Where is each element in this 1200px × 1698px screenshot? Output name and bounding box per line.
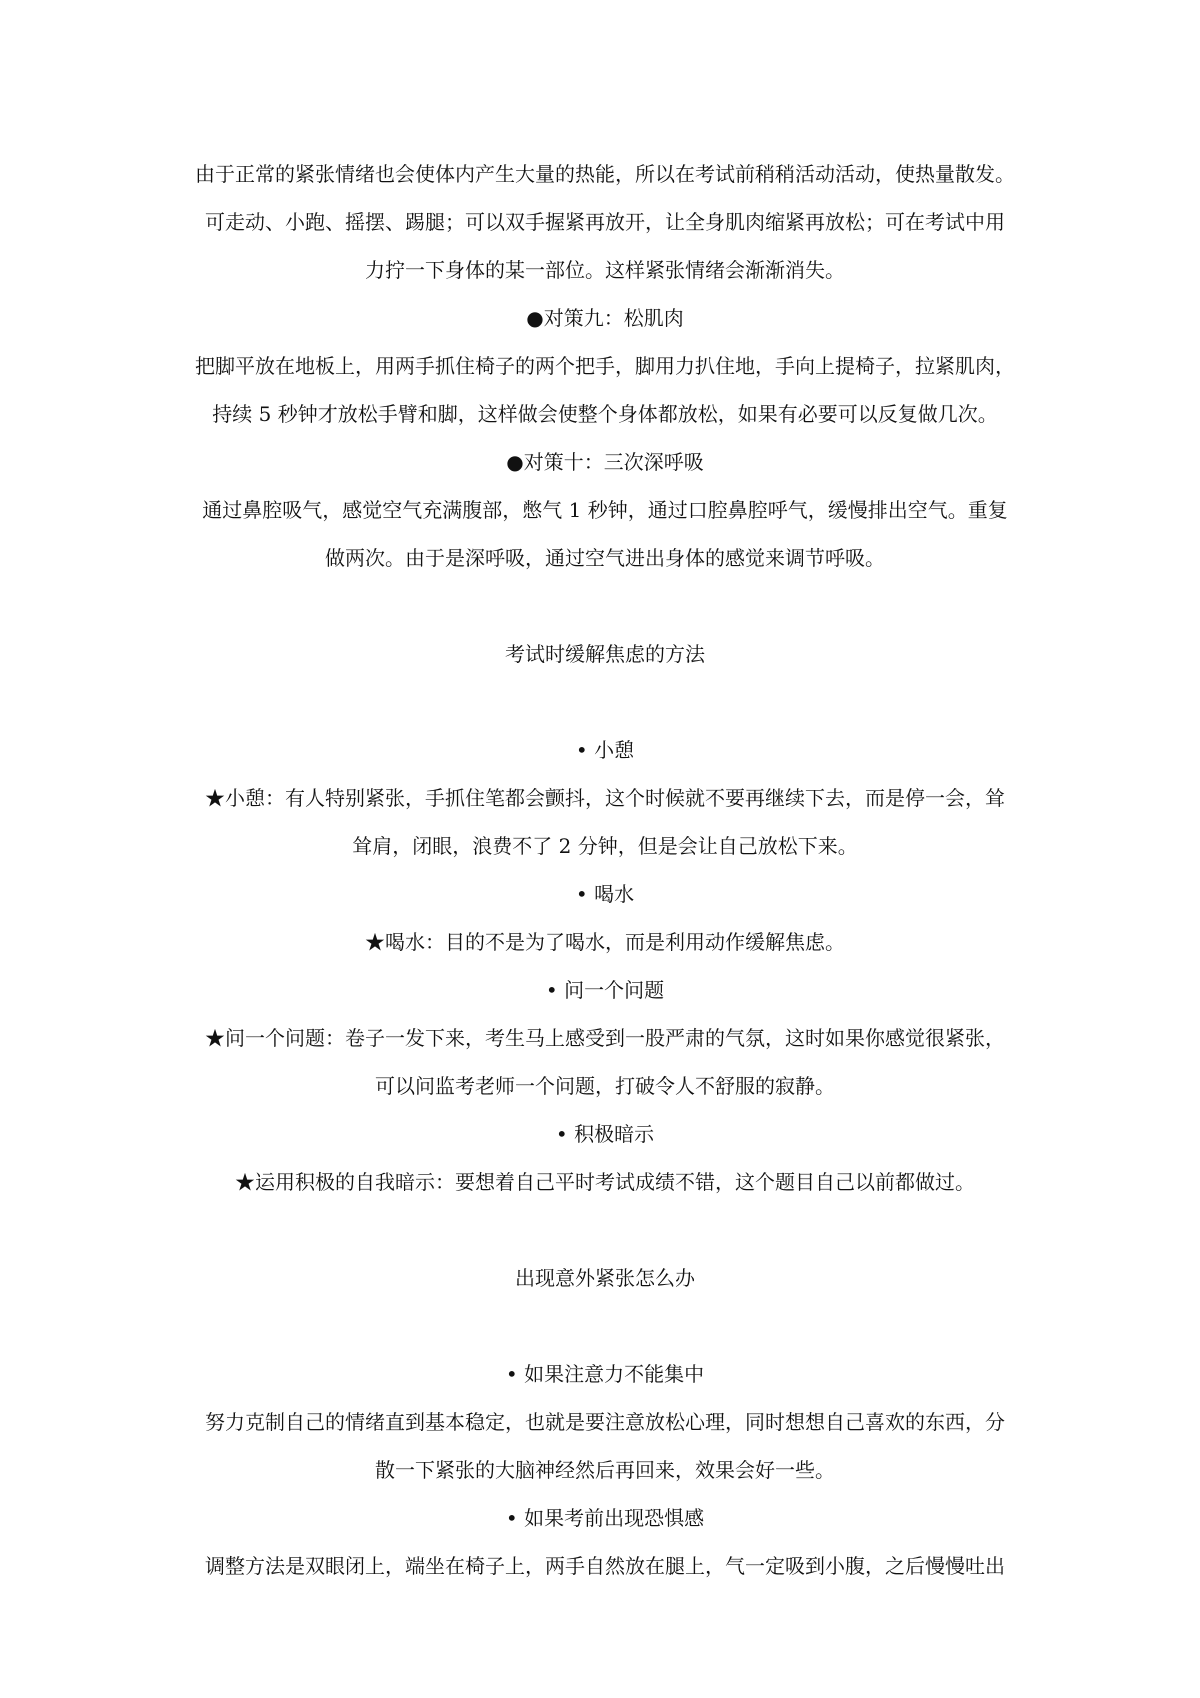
bullet-short-break: • 小憩: [575, 738, 635, 762]
paragraph-line: 持续 5 秒钟才放松手臂和脚，这样做会使整个身体都放松，如果有必要可以反复做几次。: [212, 402, 998, 426]
paragraph-line: ★运用积极的自我暗示：要想着自己平时考试成绩不错，这个题目自己以前都做过。: [235, 1170, 975, 1194]
blank-line: [180, 678, 1030, 726]
strategy-nine-heading: ●对策九：松肌肉: [526, 306, 684, 330]
paragraph-line: 做两次。由于是深呼吸，通过空气进出身体的感觉来调节呼吸。: [325, 546, 885, 570]
paragraph-line: 耸肩，闭眼，浪费不了 2 分钟，但是会让自己放松下来。: [352, 834, 858, 858]
document-body: [180, 150, 1030, 1590]
bullet-drink-water: • 喝水: [575, 882, 635, 906]
section-heading-sudden-nervousness: 出现意外紧张怎么办: [515, 1266, 695, 1290]
paragraph-pre-exam-fear: [180, 1542, 1030, 1590]
blank-line: [180, 1302, 1030, 1350]
paragraph-short-break: [180, 774, 1030, 870]
paragraph-positive-suggestion: [180, 1158, 1030, 1206]
strategy-ten-heading: ●对策十：三次深呼吸: [506, 450, 704, 474]
paragraph-line: 努力克制自己的情绪直到基本稳定，也就是要注意放松心理，同时想想自己喜欢的东西，分: [205, 1410, 1005, 1434]
paragraph-line: ★小憩：有人特别紧张，手抓住笔都会颤抖，这个时候就不要再继续下去，而是停一会，耸: [205, 786, 1005, 810]
paragraph-line: 可走动、小跑、摇摆、踢腿；可以双手握紧再放开，让全身肌肉缩紧再放松；可在考试中用: [205, 210, 1005, 234]
bullet-positive-suggestion: • 积极暗示: [555, 1122, 655, 1146]
paragraph-drink-water: [180, 918, 1030, 966]
paragraph-cannot-concentrate: [180, 1398, 1030, 1494]
paragraph-deep-breathing: [180, 486, 1030, 582]
blank-line: [180, 1206, 1030, 1254]
paragraph-warmup-activity: [180, 150, 1030, 294]
blank-line: [180, 582, 1030, 630]
bullet-cannot-concentrate: • 如果注意力不能集中: [505, 1362, 705, 1386]
paragraph-ask-question: [180, 1014, 1030, 1110]
paragraph-line: 可以问监考老师一个问题，打破令人不舒服的寂静。: [375, 1074, 835, 1098]
paragraph-line: 力拧一下身体的某一部位。这样紧张情绪会渐渐消失。: [365, 258, 845, 282]
paragraph-line: 通过鼻腔吸气，感觉空气充满腹部，憋气 1 秒钟，通过口腔鼻腔呼气，缓慢排出空气。重复: [202, 498, 1008, 522]
bullet-ask-question: • 问一个问题: [545, 978, 665, 1002]
paragraph-line: ★问一个问题：卷子一发下来，考生马上感受到一股严肃的气氛，这时如果你感觉很紧张，: [205, 1026, 1005, 1050]
bullet-pre-exam-fear: • 如果考前出现恐惧感: [505, 1506, 705, 1530]
paragraph-relax-muscles: [180, 342, 1030, 438]
paragraph-line: 散一下紧张的大脑神经然后再回来，效果会好一些。: [375, 1458, 835, 1482]
paragraph-line: ★喝水：目的不是为了喝水，而是利用动作缓解焦虑。: [365, 930, 845, 954]
paragraph-line: 由于正常的紧张情绪也会使体内产生大量的热能，所以在考试前稍稍活动活动，使热量散发。: [195, 162, 1015, 186]
paragraph-line: 调整方法是双眼闭上，端坐在椅子上，两手自然放在腿上，气一定吸到小腹，之后慢慢吐出: [205, 1554, 1005, 1578]
section-heading-exam-anxiety: 考试时缓解焦虑的方法: [505, 642, 705, 666]
paragraph-line: 把脚平放在地板上，用两手抓住椅子的两个把手，脚用力扒住地，手向上提椅子，拉紧肌肉，: [195, 354, 1015, 378]
